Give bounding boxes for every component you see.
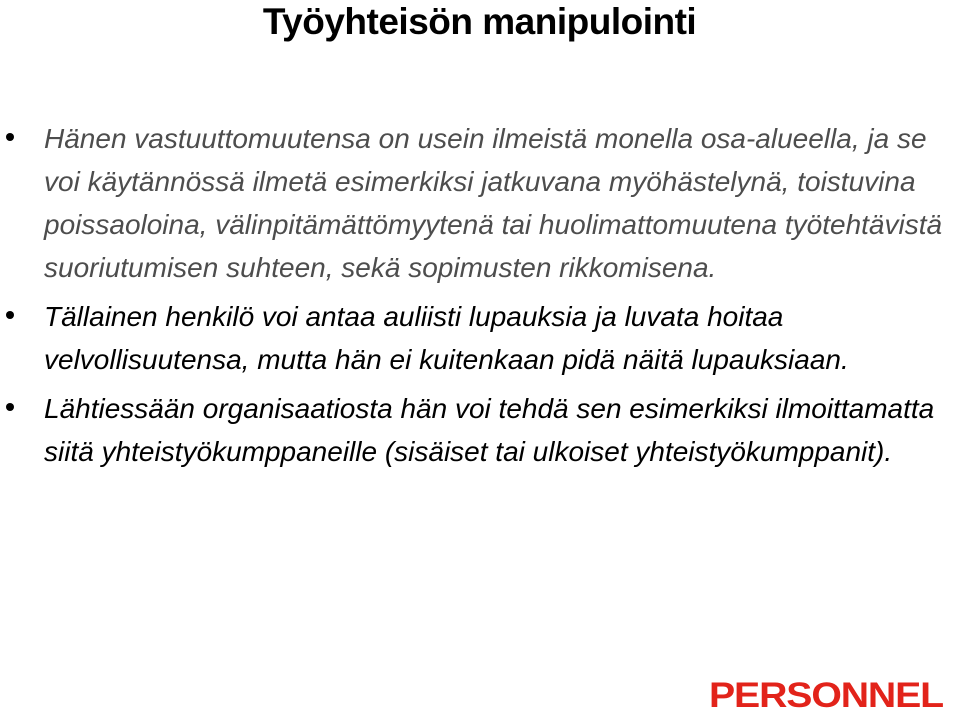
bullet-item <box>0 295 959 381</box>
bullet-text: Hänen vastuuttomuutensa on usein ilmeistä monella osa-alueella, ja se voi käytännössä ilmetä esimerkiksi jatkuvana myöhästelynä, toistuvina poissaoloina, välinpitämättömyytenä tai huolimattomuutena työtehtävistä suoriutumisen suhteen, sekä sopimusten rikkomisena. <box>44 123 943 283</box>
bullet-dot-icon <box>6 403 14 411</box>
bullet-item <box>0 387 959 473</box>
bullet-dot-icon <box>6 133 14 141</box>
bullet-text: Lähtiessään organisaatiosta hän voi tehdä sen esimerkiksi ilmoittamatta siitä yhteistyökumppaneille (sisäiset tai ulkoiset yhteistyökumppanit). <box>44 393 935 467</box>
svg-text:PERSONNEL: PERSONNEL <box>709 678 944 712</box>
bullet-text: Tällainen henkilö voi antaa auliisti lupauksia ja luvata hoitaa velvollisuutensa, mutta hän ei kuitenkaan pidä näitä lupauksiaan. <box>44 301 849 375</box>
bullet-dot-icon <box>6 311 14 319</box>
bullet-list <box>0 117 959 479</box>
slide-title: Työyhteisön manipulointi <box>262 1 697 42</box>
personnel-logo-icon <box>709 678 945 712</box>
bullet-item <box>0 117 959 289</box>
